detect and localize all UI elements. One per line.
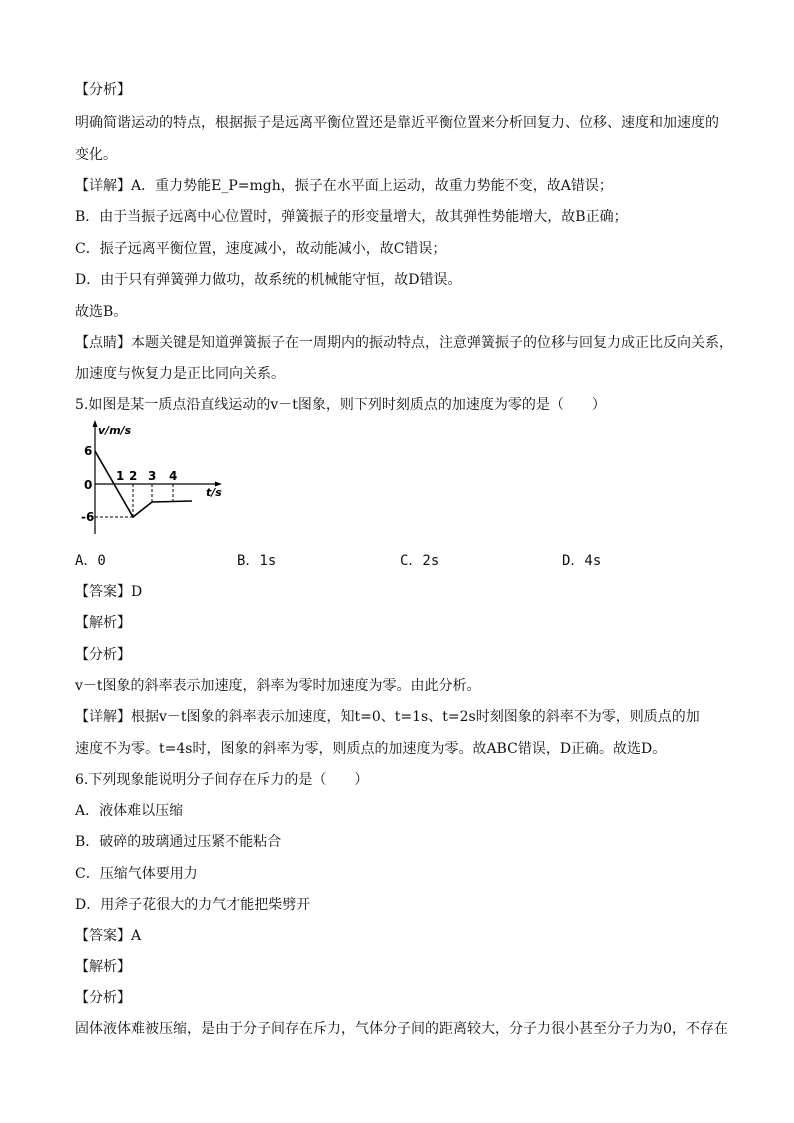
tick-label-6: 6	[84, 444, 93, 458]
tick-label-1: 1	[116, 469, 125, 483]
tick-label-2: 2	[129, 469, 138, 483]
option-line: D．用斧子花很大的力气才能把柴劈开	[75, 897, 311, 913]
tick-label-3: 3	[148, 469, 157, 483]
option-line: B．破碎的玻璃通过压紧不能粘合	[75, 834, 282, 850]
detail-line: 【详解】根据v－t图象的斜率表示加速度，知t=0、t=1s、t=2s时刻图象的斜率不为零，则质点的加	[75, 709, 700, 725]
y-axis-arrow	[93, 420, 98, 427]
note-line: 加速度与恢复力是正比同向关系。	[75, 366, 285, 382]
explanation-heading: 【解析】	[75, 615, 131, 631]
detail-line: 速度不为零。t=4s时，图象的斜率为零，则质点的加速度为零。故ABC错误，D正确。故选D。	[75, 741, 667, 757]
x-axis-label: t/s	[206, 486, 222, 499]
detail-line: D．由于只有弹簧弹力做功，故系统的机械能守恒，故D错误。	[75, 272, 462, 288]
detail-line: C．振子远离平衡位置，速度减小，故动能减小，故C错误；	[75, 241, 447, 257]
answer-heading: 【答案】A	[75, 928, 142, 944]
explanation-heading: 【解析】	[75, 959, 131, 975]
tick-label-4: 4	[169, 469, 178, 483]
paragraph-line: v－t图象的斜率表示加速度，斜率为零时加速度为零。由此分析。	[75, 678, 481, 694]
option-b: B．1s	[237, 553, 277, 569]
question-6: 6.下列现象能说明分子间存在斥力的是（ ）	[75, 772, 369, 788]
analysis-heading: 【分析】	[75, 647, 131, 663]
section-analysis-heading: 【分析】	[75, 82, 131, 98]
tick-label-0: 0	[84, 478, 93, 492]
option-c: C．2s	[400, 553, 440, 569]
vt-graph	[80, 418, 230, 538]
question-5: 5.如图是某一质点沿直线运动的v－t图象，则下列时刻质点的加速度为零的是（ ）	[75, 397, 606, 413]
y-axis-label: v/m/s	[98, 424, 132, 437]
paragraph-line: 变化。	[75, 147, 117, 163]
paragraph-line: 明确简谐运动的特点，根据振子是远离平衡位置还是靠近平衡位置来分析回复力、位移、速度和加速度的	[75, 115, 719, 131]
answer-heading: 【答案】D	[75, 584, 143, 600]
option-line: C．压缩气体要用力	[75, 866, 198, 882]
detail-line: B．由于当振子远离中心位置时，弹簧振子的形变量增大，故其弹性势能增大，故B正确；	[75, 209, 628, 225]
tick-label-neg6: -6	[81, 510, 95, 524]
conclusion-line: 故选B。	[75, 304, 128, 320]
note-line: 【点睛】本题关键是知道弹簧振子在一周期内的振动特点，注意弹簧振子的位移与回复力成正比反向关系，	[75, 335, 733, 351]
paragraph-line: 固体液体难被压缩，是由于分子间存在斥力，气体分子间的距离较大，分子力很小甚至分子力为0，不存在	[75, 1021, 728, 1037]
option-a: A．0	[75, 553, 106, 569]
analysis-heading: 【分析】	[75, 990, 131, 1006]
option-d: D．4s	[562, 553, 602, 569]
detail-line: 【详解】A．重力势能E_P=mgh，振子在水平面上运动，故重力势能不变，故A错误；	[75, 178, 613, 194]
option-line: A．液体难以压缩	[75, 803, 184, 819]
